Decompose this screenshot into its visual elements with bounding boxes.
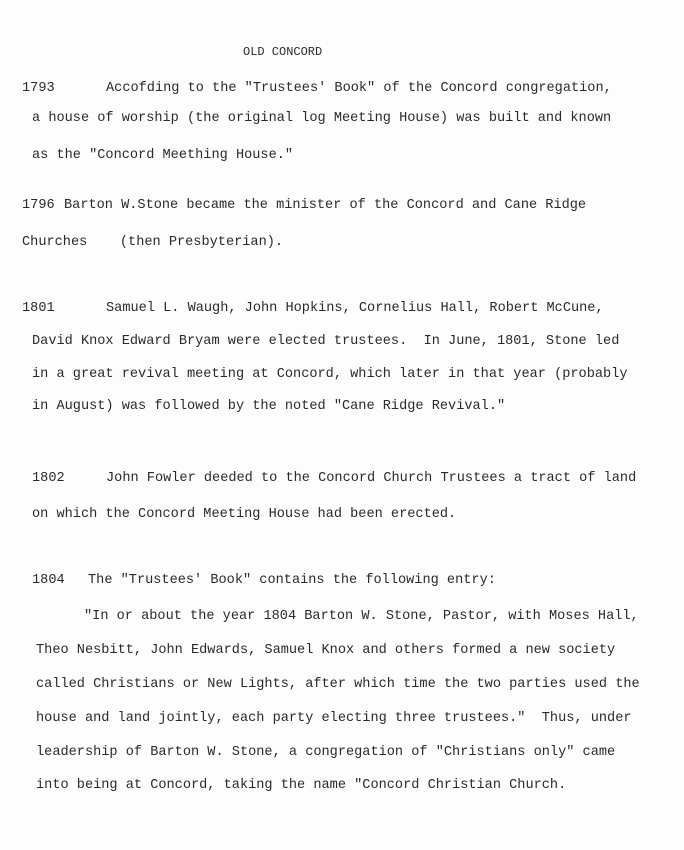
entry-text: John Fowler deeded to the Concord Church Trustees a tract of land [106,471,637,486]
entry-text: house and land jointly, each party electing three trustees." Thus, under [36,711,632,726]
entry-text: in a great revival meeting at Concord, which later in that year (probably [32,367,628,382]
entry-text: a house of worship (the original log Meeting House) was built and known [32,111,612,126]
entry-text: The "Trustees' Book" contains the following entry: [88,573,496,588]
entry-text: Barton W.Stone became the minister of the Concord and Cane Ridge [64,198,587,213]
entry-year: 1793 [22,81,55,96]
entry-text: as the "Concord Meething House." [32,148,294,163]
entry-text: Samuel L. Waugh, John Hopkins, Cornelius Hall, Robert McCune, [106,301,604,316]
entry-text: David Knox Edward Bryam were elected trustees. In June, 1801, Stone led [32,334,620,349]
entry-year: 1796 [22,198,55,213]
entry-text: in August) was followed by the noted "Cane Ridge Revival." [32,399,506,414]
document-title: OLD CONCORD [243,45,323,59]
entry-text: "In or about the year 1804 Barton W. Stone, Pastor, with Moses Hall, [84,609,639,624]
entry-text: Accofding to the "Trustees' Book" of the Concord congregation, [106,81,612,96]
entry-text: leadership of Barton W. Stone, a congregation of "Christians only" came [36,745,616,760]
entry-text: on which the Concord Meeting House had been erected. [32,507,457,522]
entry-text: into being at Concord, taking the name "Concord Christian Church. [36,778,567,793]
entry-text: called Christians or New Lights, after which time the two parties used the [36,677,640,692]
entry-year: 1802 [32,471,65,486]
entry-text: Churches (then Presbyterian). [22,235,284,250]
entry-year: 1801 [22,301,55,316]
entry-text: Theo Nesbitt, John Edwards, Samuel Knox and others formed a new society [36,643,616,658]
entry-year: 1804 [32,573,65,588]
